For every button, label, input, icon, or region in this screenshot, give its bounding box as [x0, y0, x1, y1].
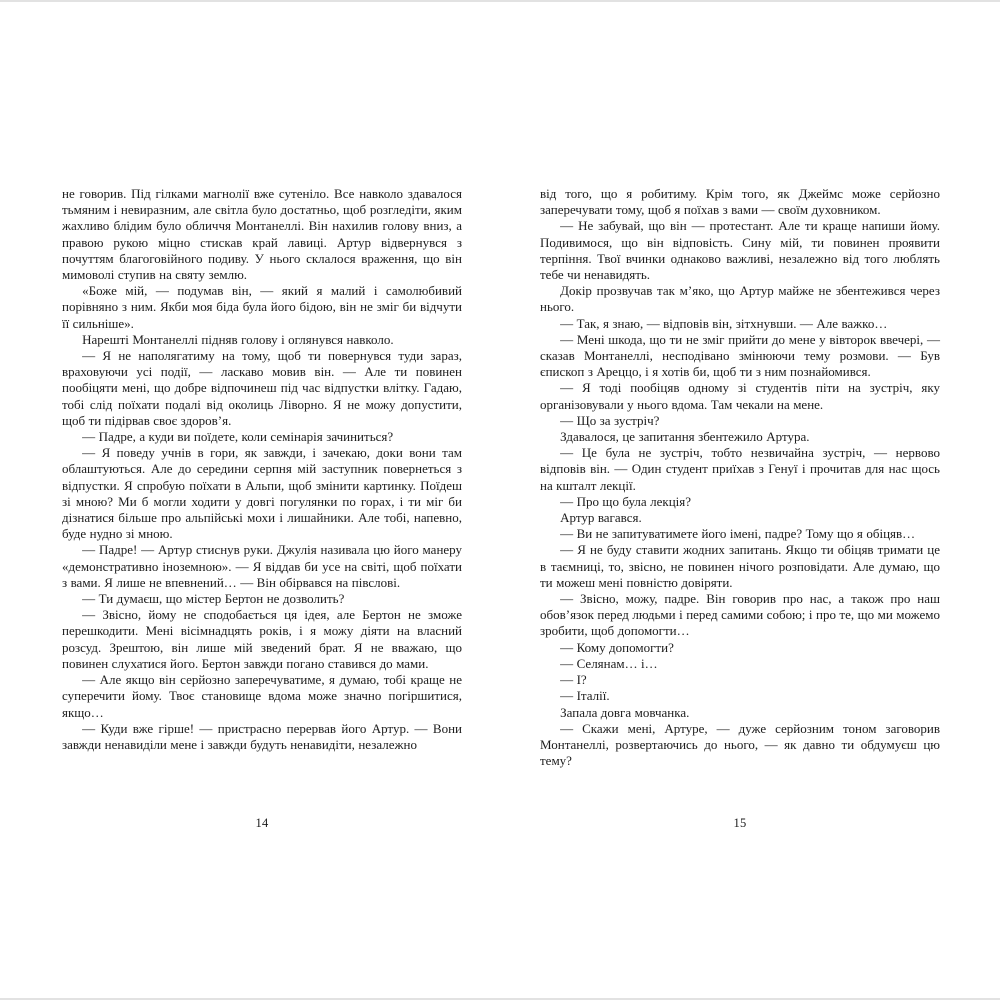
- paragraph: — Звісно, йому не сподобається ця ідея, але Бертон не зможе перешкодити. Мені вісімнадцять років, і я можу діяти на власний розсуд. Зрештою, він лише мій зведений брат. Я не вважаю, що повинен слухатися його. Бертон завжди погано ставився до мами.: [62, 607, 462, 671]
- paragraph: — Що за зустріч?: [560, 412, 660, 428]
- right-page-number: 15: [733, 816, 747, 830]
- paragraph: — Я поведу учнів в гори, як завжди, і зачекаю, доки вони там облаштуються. Але до середини серпня мій заступник повернеться з відпустки. Я спробую поїхати в Альпи, щоб змінити картинку. Поїдеш зі мною? Ми б могли ходити у довгі погулянки по горах, і ти міг би дізнатися більше про альпійські мохи і лишайники. Але тобі, напевно, буде нудно зі мною.: [62, 445, 462, 542]
- left-page-number: 14: [255, 816, 269, 830]
- paragraph: — Скажи мені, Артуре, — дуже серйозним тоном заговорив Монтанеллі, розвертаючись до нього, — як давно ти обдумуєш цю тему?: [540, 720, 940, 769]
- paragraph: — Італії.: [560, 688, 610, 704]
- paragraph: — Я не буду ставити жодних запитань. Якщо ти обіцяв тримати це в таємниці, то, звісно, не повинен нічого розповідати. Але думаю, що ти можеш мені повністю довіряти.: [540, 542, 940, 590]
- paragraph: — Кому допомогти?: [560, 639, 674, 655]
- paragraph: Нарешті Монтанеллі підняв голову і оглянувся навколо.: [82, 331, 394, 347]
- paragraph: «Боже мій, — подумав він, — який я малий і самолюбивий порівняно з ним. Якби моя біда була його бідою, він не зміг би відчути її сильніше».: [62, 283, 462, 331]
- right-page-text: [540, 186, 940, 769]
- paragraph: — Ти думаєш, що містер Бертон не дозволить?: [82, 591, 345, 607]
- paragraph: — Так, я знаю, — відповів він, зітхнувши. — Але важко…: [560, 315, 888, 331]
- paragraph: — Куди вже гірше! — пристрасно перервав його Артур. — Вони завжди ненавиділи мене і завжди будуть ненавидіти, незалежно: [62, 720, 462, 752]
- paragraph: — Це була не зустріч, тобто незвичайна зустріч, — нервово відповів він. — Один студент приїхав з Генуї і прочитав для нас щось на кшталт лекції.: [540, 445, 940, 493]
- paragraph: — Я не наполягатиму на тому, щоб ти повернувся туди зараз, враховуючи усі події, — ласкаво мовив він. — Але ти повинен пообіцяти мені, що добре відпочинеш під час відпустки влітку. Гадаю, тобі слід поїхати подалі від околиць Ліворно. Я не можу допустити, щоб ти підірвав своє здоров’я.: [62, 348, 462, 428]
- paragraph: — Мені шкода, що ти не зміг прийти до мене у вівторок ввечері, — сказав Монтанеллі, несподівано змінюючи тему розмови. — Був єпископ з Ареццо, і я хотів би, щоб ти з ним познайомився.: [540, 331, 940, 380]
- paragraph: від того, що я робитиму. Крім того, як Джеймс може серйозно заперечувати тому, щоб я поїхав з вами — своїм духовником.: [540, 186, 940, 218]
- paragraph: не говорив. Під гілками магнолії вже сутеніло. Все навколо здавалося тьмяним і невиразним, але світла було достатньо, щоб розгледіти, яким жахливо блідим було обличчя Монтанеллі. Він нахилив голову вниз, а правою рукою міцно стискав край лавиці. Артур відвернувся з почуттям благоговійного подиву. У нього склалося враження, що він мимоволі ступив на святу землю.: [62, 186, 462, 283]
- paragraph: Запала довга мовчанка.: [560, 704, 690, 720]
- paragraph: — Падре! — Артур стиснув руки. Джулія називала цю його манеру «демонстративно іноземною». — Я віддав би усе на світі, щоб поїхати з вами. Я лише не впевнений… — Він обірвався на півслові.: [62, 542, 462, 590]
- paragraph: — І?: [560, 672, 587, 688]
- paragraph: — Не забувай, що він — протестант. Але ти краще напиши йому. Подивимося, що він відповість. Сину мій, ти повинен проявити терпіння. Твої вчинки однаково важливі, незалежно від того люблять тебе чи ненавидять.: [540, 218, 940, 283]
- paragraph: — Селянам… і…: [560, 655, 658, 671]
- paragraph: — Падре, а куди ви поїдете, коли семінарія зачиниться?: [82, 429, 394, 445]
- paragraph: — Я тоді пообіцяв одному зі студентів піти на зустріч, яку організовували у нього вдома. Там чекали на мене.: [540, 380, 940, 412]
- left-page-text: [62, 186, 462, 753]
- page-edge-top: [0, 0, 1000, 2]
- paragraph: Докір прозвучав так м’яко, що Артур майже не збентежився через нього.: [540, 283, 940, 315]
- paragraph: — Ви не запитуватимете його імені, падре? Тому що я обіцяв…: [560, 526, 916, 542]
- paragraph: — Але якщо він серйозно заперечуватиме, я думаю, тобі краще не суперечити йому. Твоє становище вдома може значно погіршитися, якщо…: [62, 672, 462, 720]
- paragraph: — Про що була лекція?: [560, 493, 692, 509]
- paragraph: Здавалося, це запитання збентежило Артура.: [560, 429, 810, 445]
- paragraph: — Звісно, можу, падре. Він говорив про нас, а також про наш обов’язок перед людьми і перед самими собою; і про те, що ми можемо зробити, щоб допомогти…: [540, 591, 940, 639]
- paragraph: Артур вагався.: [560, 510, 642, 526]
